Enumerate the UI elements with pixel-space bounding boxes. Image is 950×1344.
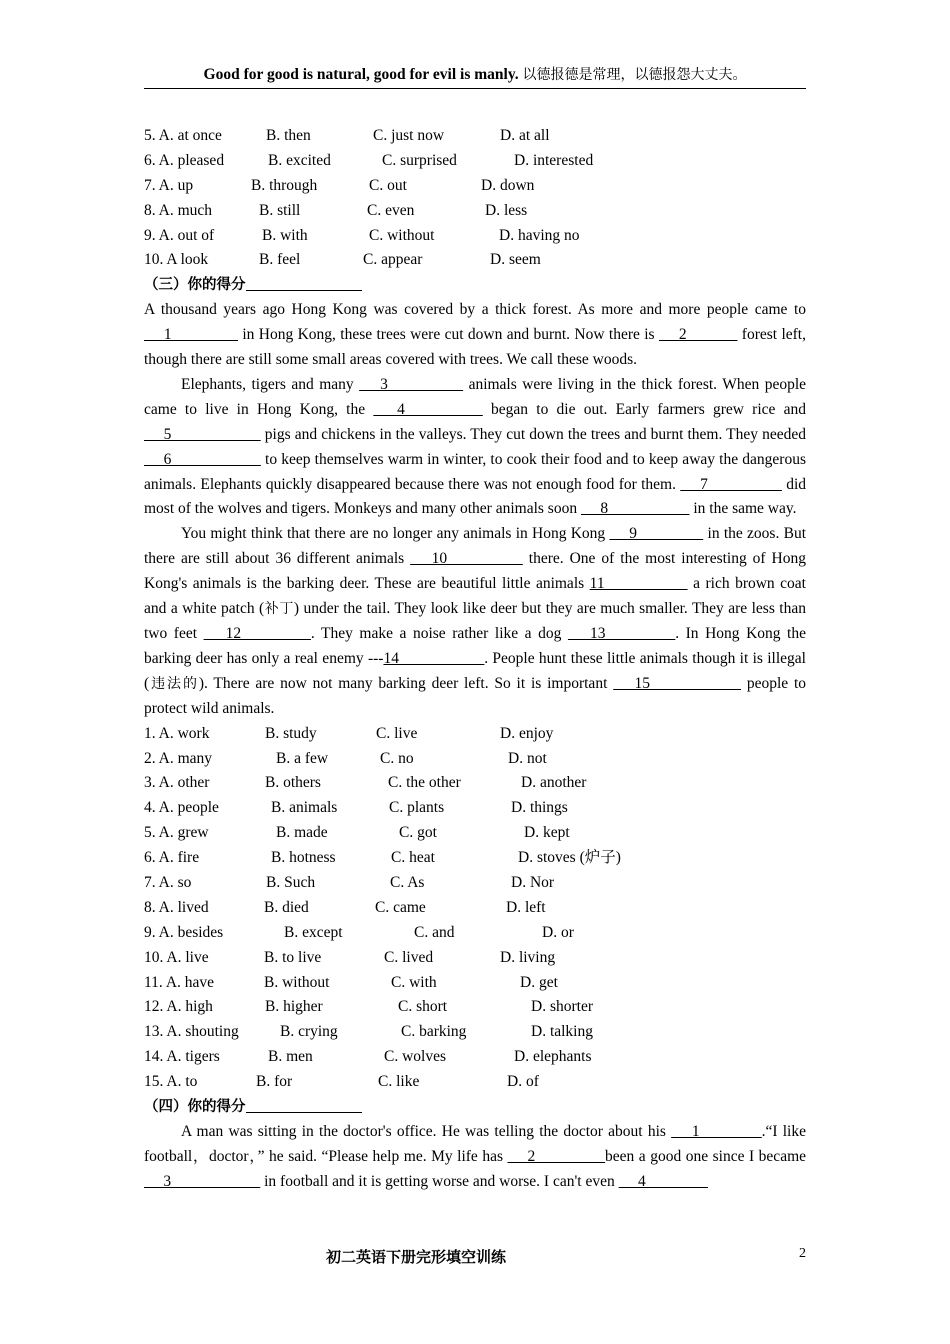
answer-blank: __15___________ <box>613 674 742 692</box>
option-d: D. having no <box>499 226 580 244</box>
answer-blank: __1________ <box>144 326 238 344</box>
option-b: B. to live <box>264 948 322 966</box>
option-c: C. live <box>376 724 418 742</box>
option-a: 12. A. high <box>144 998 213 1016</box>
option-c: C. with <box>391 973 437 991</box>
option-d: D. down <box>481 176 535 194</box>
option-d: D. seem <box>490 251 541 269</box>
option-d: D. elephants <box>514 1048 592 1066</box>
option-d: D. shorter <box>531 998 593 1016</box>
option-b: B. hotness <box>271 849 336 867</box>
answer-blank: __4_________ <box>373 400 483 418</box>
passage-text: . In Hong Kong the barking deer has only a real enemy --- <box>144 625 806 667</box>
option-a: 14. A. tigers <box>144 1048 220 1066</box>
option-b: B. died <box>264 898 309 916</box>
option-row <box>144 124 806 149</box>
option-row <box>144 199 806 224</box>
passage-text: Elephants, tigers and many <box>181 375 360 393</box>
passage-text: there. One of the most interesting of Hong Kong's animals is the barking deer. These are beautiful little animals <box>144 550 807 593</box>
answer-blank: __1________ <box>671 1122 762 1140</box>
option-b: B. without <box>264 973 330 991</box>
answer-blank: __13_________ <box>567 625 676 643</box>
option-a: 10. A. live <box>144 948 209 966</box>
option-c: C. plants <box>389 799 445 817</box>
option-d: D. another <box>521 774 587 792</box>
option-c: C. out <box>369 176 407 194</box>
section-4-title <box>144 1095 806 1120</box>
option-row <box>144 722 806 747</box>
document-body <box>144 124 806 1195</box>
passage-4 <box>144 1120 806 1195</box>
option-c: C. short <box>398 998 448 1016</box>
option-b: B. then <box>266 127 311 144</box>
score-blank <box>246 274 362 291</box>
passage-text: A thousand years ago Hong Kong was covered by a thick forest. As more and more people came to <box>144 301 806 319</box>
option-row <box>144 946 806 971</box>
option-a: 3. A. other <box>144 774 210 792</box>
option-row <box>144 1020 806 1045</box>
passage-text: in Hong Kong, these trees were cut down and burnt. Now there is <box>237 326 659 344</box>
option-b: B. excited <box>268 151 331 169</box>
option-b: B. Such <box>266 873 316 891</box>
option-d: D. not <box>508 749 547 767</box>
option-b: B. still <box>259 201 301 219</box>
option-a: 8. A. lived <box>144 898 209 916</box>
option-a: 1. A. work <box>144 724 210 742</box>
answer-blank: __3_________ <box>359 375 464 393</box>
option-a: 6. A. fire <box>144 849 200 867</box>
option-d: D. living <box>500 948 556 966</box>
score-blank <box>246 1096 362 1113</box>
passage-text: did most of the wolves and tigers. Monkeys and many other animals soon <box>144 475 807 518</box>
answer-blank: __9________ <box>609 525 704 543</box>
passage-text: .“I like football，doctor，” he said. “Please help me. My life has <box>144 1122 806 1165</box>
option-c: C. surprised <box>382 151 457 169</box>
answer-blank: __8__________ <box>580 500 690 518</box>
option-a: 10. A look <box>144 251 209 269</box>
option-c: C. heat <box>391 849 435 867</box>
answer-blank: __7_________ <box>680 475 782 493</box>
option-a: 8. A. much <box>144 201 213 219</box>
option-d: D. at all <box>500 127 550 144</box>
answer-blank: __2______ <box>658 326 738 344</box>
option-c: C. got <box>399 824 437 842</box>
option-a: 6. A. pleased <box>144 151 225 169</box>
answer-blank: __3___________ <box>144 1172 261 1190</box>
header-motto-chinese: 以德报德是常理，以德报怨大丈夫。 <box>522 67 747 83</box>
option-row <box>144 896 806 921</box>
passage-text: forest left, though there are still some small areas covered with trees. We call these woods. <box>144 326 806 369</box>
answer-blank: __2_________ <box>507 1147 606 1165</box>
option-row <box>144 796 806 821</box>
option-c: C. like <box>378 1073 420 1091</box>
paragraph <box>144 522 806 721</box>
passage-text: You might think that there are no longer any animals in Hong Kong <box>181 525 610 543</box>
option-a: 9. A. besides <box>144 923 224 941</box>
option-d: D. less <box>485 201 528 219</box>
passage-text: in football and it is getting worse and worse. I can't even <box>260 1172 619 1190</box>
passage-text: A man was sitting in the doctor's office. He was telling the doctor about his <box>181 1122 672 1140</box>
option-a: 2. A. many <box>144 749 213 767</box>
option-b: B. feel <box>259 251 301 269</box>
answer-blank: __12_________ <box>203 625 311 643</box>
option-a: 7. A. so <box>144 873 192 891</box>
answer-blank: __10_________ <box>410 550 523 568</box>
option-a: 4. A. people <box>144 799 219 817</box>
option-a: 13. A. shouting <box>144 1023 239 1041</box>
option-a: 11. A. have <box>144 973 215 991</box>
option-row <box>144 224 806 249</box>
option-row <box>144 921 806 946</box>
passage-text: began to die out. Early farmers grew rice and <box>482 400 807 418</box>
option-row <box>144 174 806 199</box>
option-c: C. came <box>375 898 426 916</box>
option-row <box>144 1045 806 1070</box>
option-d: D. get <box>520 973 558 991</box>
answer-blank: __5___________ <box>144 425 261 443</box>
footer-title: 初二英语下册完形填空训练 <box>326 1248 507 1266</box>
option-b: B. made <box>276 824 328 842</box>
option-c: C. lived <box>384 948 434 966</box>
option-d: D. stoves (炉子) <box>518 849 621 867</box>
option-b: B. except <box>284 923 343 941</box>
option-c: C. without <box>369 226 435 244</box>
option-b: B. study <box>265 724 317 742</box>
section-3-title <box>144 273 806 298</box>
option-row <box>144 821 806 846</box>
option-row <box>144 149 806 174</box>
option-c: C. As <box>390 873 425 891</box>
paragraph <box>144 1120 806 1195</box>
passage-3 <box>144 298 806 721</box>
option-row <box>144 248 806 273</box>
option-d: D. kept <box>524 824 570 842</box>
option-row <box>144 771 806 796</box>
section-3-label: （三）你的得分 <box>144 277 246 294</box>
answer-blank: 11__________ <box>589 575 688 593</box>
page-header <box>144 64 806 89</box>
option-row <box>144 971 806 996</box>
option-row <box>144 995 806 1020</box>
section-4-label: （四）你的得分 <box>144 1099 246 1115</box>
option-row <box>144 747 806 772</box>
passage-text: animals were living in the thick forest. When people came to live in Hong Kong, the <box>144 375 807 418</box>
option-d: D. or <box>542 923 574 941</box>
option-b: B. higher <box>265 998 323 1016</box>
option-c: C. appear <box>363 251 423 269</box>
option-d: D. of <box>507 1073 539 1091</box>
option-b: B. with <box>262 226 308 244</box>
passage-text: . People hunt these little animals though it is illegal ( <box>144 649 806 692</box>
passage-text: in the zoos. But there are still about 36 different animals <box>144 525 806 568</box>
option-d: D. interested <box>514 151 594 169</box>
option-d: D. enjoy <box>500 724 554 742</box>
option-d: D. things <box>511 799 568 817</box>
option-b: B. a few <box>276 749 329 767</box>
option-a: 5. A. grew <box>144 824 209 842</box>
option-d: D. talking <box>531 1023 593 1041</box>
option-c: C. no <box>380 749 414 767</box>
option-b: B. animals <box>271 799 338 817</box>
option-row <box>144 846 806 871</box>
answer-blank: __6___________ <box>144 450 261 468</box>
option-a: 7. A. up <box>144 176 194 194</box>
passage-text: people to protect wild animals. <box>144 674 807 717</box>
passage-text: a rich brown coat and a white patch ( <box>144 575 806 618</box>
options-part-3 <box>144 722 806 1095</box>
passage-text: ) under the tail. They look like deer but they are much smaller. They are less than two feet <box>144 600 806 643</box>
option-c: C. just now <box>373 127 445 144</box>
option-a: 5. A. at once <box>144 127 222 144</box>
passage-text: in the same way. <box>689 500 797 518</box>
option-c: C. wolves <box>384 1048 446 1066</box>
passage-text: . They make a noise rather like a dog <box>310 625 568 643</box>
passage-text: ). There are now not many barking deer left. So it is important <box>198 674 614 692</box>
option-d: D. Nor <box>511 873 555 891</box>
paragraph <box>144 373 806 522</box>
option-b: B. through <box>251 176 318 194</box>
chinese-gloss: 违法的 <box>149 675 199 692</box>
header-motto-english: Good for good is natural, good for evil is manly. <box>203 66 519 83</box>
option-c: C. and <box>414 923 455 941</box>
option-a: 15. A. to <box>144 1073 198 1091</box>
passage-text: been a good one since I became <box>605 1147 807 1165</box>
answer-blank: 14___________ <box>383 649 485 667</box>
option-b: B. others <box>265 774 321 792</box>
paragraph <box>144 298 806 373</box>
options-part-2 <box>144 124 806 273</box>
option-c: C. barking <box>401 1023 467 1041</box>
option-d: D. left <box>506 898 546 916</box>
chinese-gloss: 补丁 <box>264 601 294 618</box>
page-number: 2 <box>799 1246 806 1261</box>
option-row <box>144 871 806 896</box>
option-c: C. the other <box>388 774 461 792</box>
option-c: C. even <box>367 201 415 219</box>
passage-text: to keep themselves warm in winter, to cook their food and to keep away the dangerous animals. Elephants quickly disappeared because there was not enough food for them. <box>144 450 806 493</box>
option-b: B. men <box>268 1048 313 1066</box>
option-a: 9. A. out of <box>144 226 215 244</box>
passage-text: pigs and chickens in the valleys. They cut down the trees and burnt them. They needed <box>260 425 807 443</box>
option-row <box>144 1070 806 1095</box>
option-b: B. crying <box>280 1023 338 1041</box>
answer-blank: __4________ <box>618 1172 708 1190</box>
option-b: B. for <box>256 1073 293 1091</box>
